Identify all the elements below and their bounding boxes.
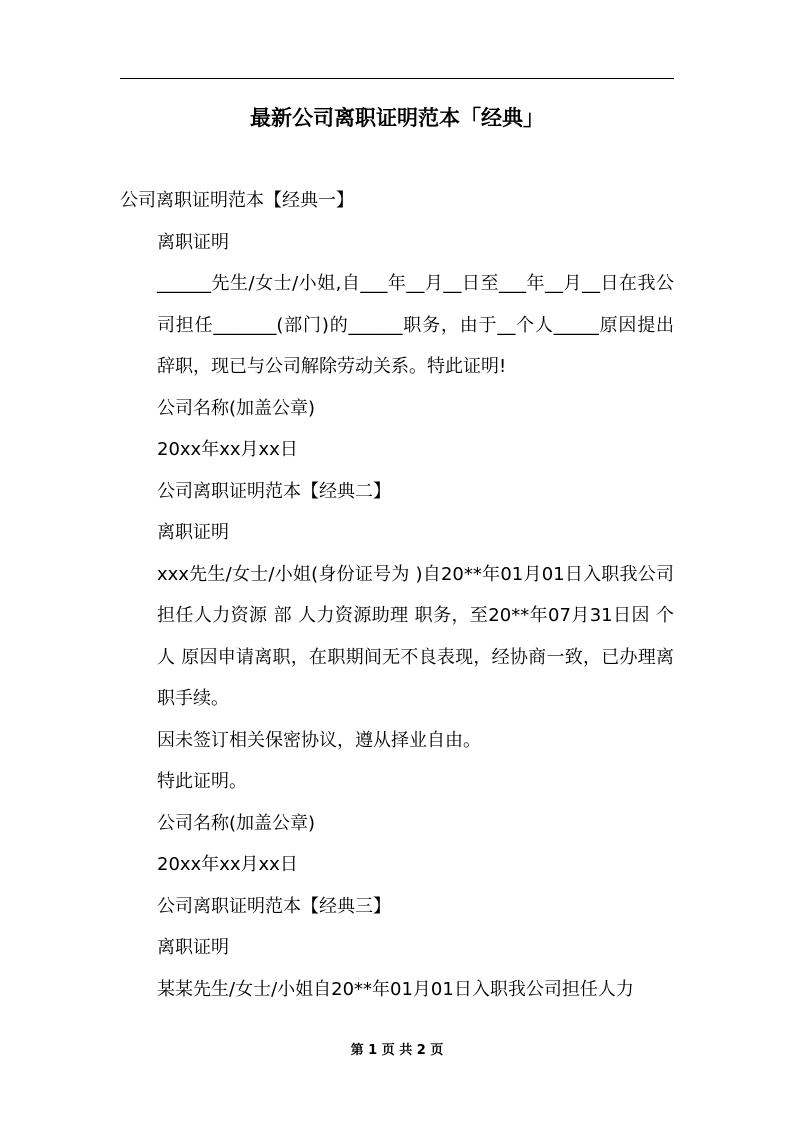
certificate-heading-2: 离职证明 — [157, 522, 229, 543]
section-heading-3: 公司离职证明范本【经典三】 — [157, 895, 391, 917]
section-heading-1: 公司离职证明范本【经典一】 — [120, 190, 354, 211]
certificate-heading-3: 离职证明 — [157, 937, 229, 958]
date-line-1: 20xx年xx月xx日 — [157, 439, 298, 460]
certificate-heading-1: 离职证明 — [157, 231, 229, 253]
document-title: 最新公司离职证明范本「经典」 — [250, 106, 544, 130]
section-heading-2: 公司离职证明范本【经典二】 — [157, 480, 391, 502]
company-seal-line-1: 公司名称(加盖公章) — [157, 397, 316, 419]
header-rule — [120, 78, 674, 79]
document-body — [120, 180, 674, 1010]
confidentiality-note: 因未签订相关保密协议，遵从择业自由。 — [157, 729, 481, 751]
date-line-2: 20xx年xx月xx日 — [157, 854, 298, 875]
certification-statement: 特此证明。 — [157, 771, 247, 792]
company-seal-line-2: 公司名称(加盖公章) — [157, 812, 316, 834]
certificate-body-2: xxx先生/女士/小姐(身份证号为 )自20**年01月01日入职我公司担任人力资源 部 人力资源助理 职务，至20**年07月31日因 个人 原因申请离职，在职期间无不良表现，经协商一致，已办理离职手续。 — [157, 563, 674, 709]
certificate-body-3: 某某先生/女士/小姐自20**年01月01日入职我公司担任人力 — [157, 978, 634, 1000]
certificate-body-1: ______先生/女士/小姐,自___年__月__日至___年__月__日在我公司担任_______(部门)的______职务，由于__个人_____原因提出辞职，现已与公司解除劳动关系。特此证明! — [157, 273, 674, 377]
page-number-footer: 第 1 页 共 2 页 — [350, 1043, 444, 1058]
